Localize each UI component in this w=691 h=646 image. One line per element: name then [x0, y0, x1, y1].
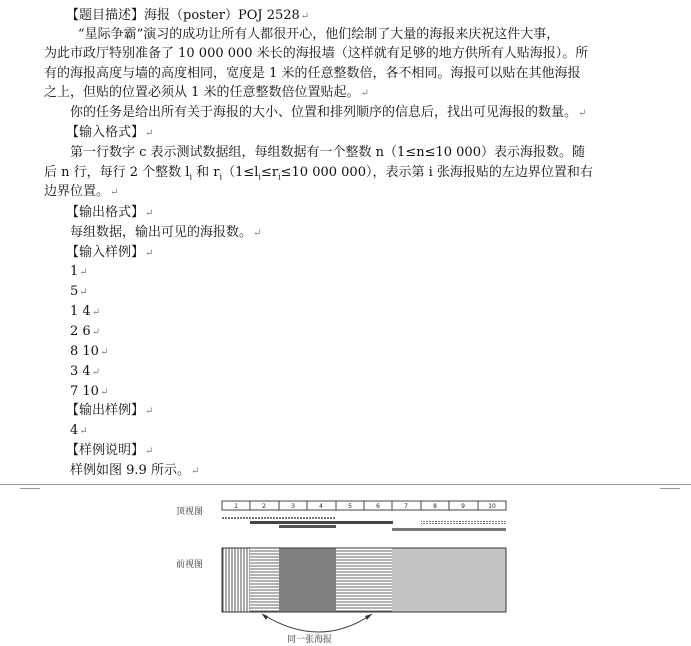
scale-number: 6: [376, 503, 380, 510]
sample-output-line: 4↵: [70, 423, 88, 438]
sample-line: 1↵: [70, 264, 88, 279]
poster-segment: [250, 548, 279, 612]
title-line: [66, 6, 309, 26]
poster-figure: [0, 490, 691, 646]
scale-number: 3: [291, 503, 295, 510]
input-format-heading: 【输入格式】↵: [66, 125, 154, 140]
poster-segment: [392, 548, 506, 612]
scale-number: 1: [234, 503, 238, 510]
desc-line-1: “星际争霸”演习的成功让所有人都很开心，他们绘制了大量的海报来庆祝这件大事，: [78, 27, 560, 42]
input-sample-heading: 【输入样例】↵: [66, 245, 154, 260]
input-line-2: 后 n 行，每行 2 个整数 $l_i$ 和 $r_i(1\le l_i\le r_i\le 10$ 000 000），表示第 i 张海报贴的左边界位置和右: [44, 165, 593, 182]
poster-segment: [336, 548, 392, 612]
poster-strip: [421, 521, 506, 524]
poster-strip: [279, 525, 336, 528]
sample-line: 1 4↵: [70, 304, 101, 319]
task-line: 你的任务是给出所有关于海报的大小、位置和排列顺序的信息后，找出可见海报的数量。↵: [70, 105, 587, 120]
output-line: 每组数据，输出可见的海报数。↵: [70, 225, 262, 240]
explain-line: 样例如图 9.9 所示。↵: [70, 463, 200, 478]
scale-number: 8: [433, 503, 437, 510]
poster-strip: [392, 528, 506, 531]
poster-segment: [279, 548, 336, 612]
same-poster-arc: [262, 614, 372, 632]
scale-number: 7: [404, 503, 408, 510]
sample-line: 8 10↵: [70, 344, 109, 359]
arc-arrow-right: [365, 614, 372, 620]
same-poster-label: 同一张海报: [287, 635, 333, 645]
explain-heading: 【样例说明】↵: [66, 443, 154, 458]
scale-number: 2: [262, 503, 266, 510]
output-sample-heading: 【输出样例】↵: [66, 403, 154, 418]
input-line-3: 边界位置。↵: [44, 184, 119, 199]
desc-line-3: 有的海报高度与墙的高度相同，宽度是 1 米的任意整数倍，各不相同。海报可以贴在其他海报: [44, 66, 581, 81]
sample-line: 5↵: [70, 284, 88, 299]
scale-number: 4: [319, 503, 323, 510]
poster-segment: [222, 548, 250, 612]
scale-number: 9: [461, 503, 465, 510]
scale-number: 10: [488, 503, 496, 510]
sample-line: 7 10↵: [70, 384, 109, 399]
front-view-label: 前视图: [176, 560, 204, 570]
page-separator: [0, 484, 691, 485]
paragraph-mark: ↵: [300, 11, 310, 22]
input-line-1: 第一行数字 c 表示测试数据组，每组数据有一个整数 n（1≤n≤10 000）表示海报数。随: [70, 145, 585, 160]
title-text: 【题目描述】海报（poster）POJ 2528: [66, 8, 300, 23]
scale-number: 5: [348, 503, 352, 510]
top-view-label: 顶视图: [176, 507, 204, 517]
margin-tick-right: [660, 488, 680, 489]
margin-tick-left: [20, 488, 40, 489]
desc-line-4: 之上，但贴的位置必须从 1 米的任意整数倍位置贴起。↵: [44, 85, 369, 100]
desc-line-2: 为此市政厅特别准备了 10 000 000 米长的海报墙（这样就有足够的地方供所有人贴海报）。所: [44, 46, 589, 61]
arc-arrow-left: [262, 614, 268, 620]
sample-line: 3 4↵: [70, 364, 101, 379]
sample-line: 2 6↵: [70, 324, 101, 339]
output-format-heading: 【输出格式】↵: [66, 205, 154, 220]
poster-strip: [222, 517, 336, 520]
poster-strip: [250, 521, 393, 524]
